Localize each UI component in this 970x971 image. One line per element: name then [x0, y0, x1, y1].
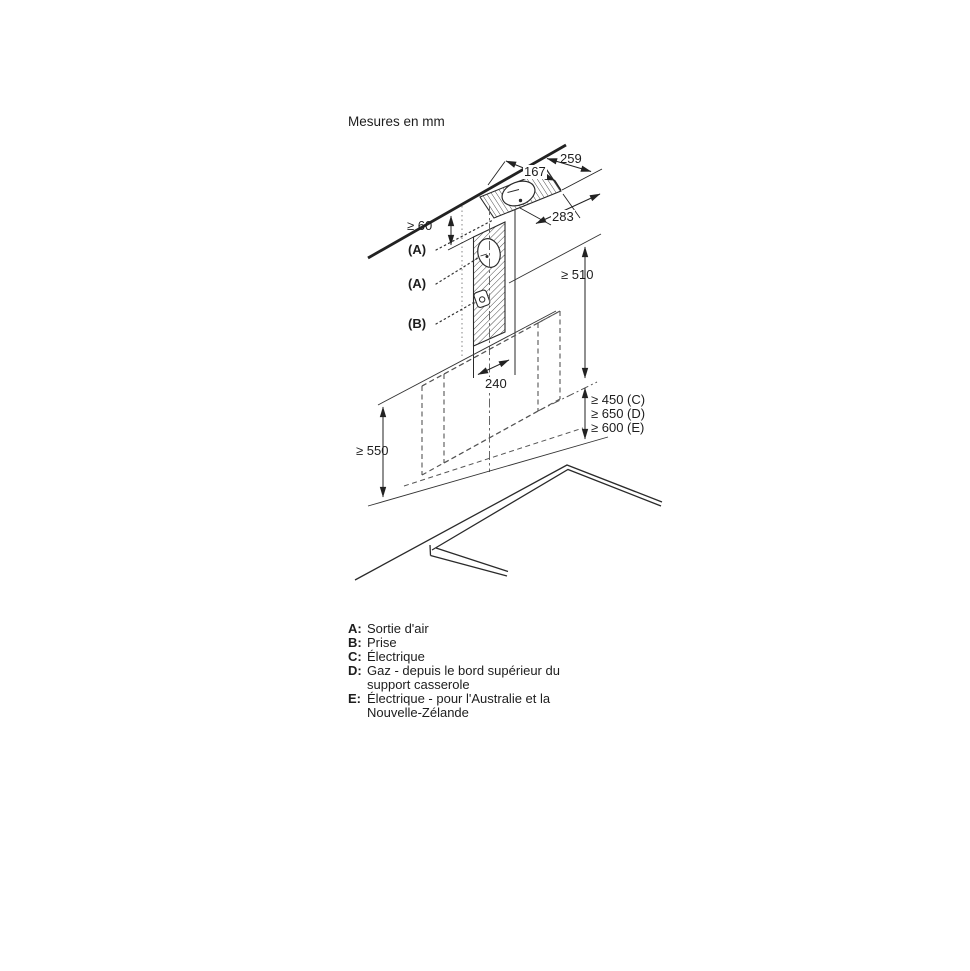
- ceiling-hole-center-dot: [519, 199, 522, 202]
- worktop-back-edge-hidden: [404, 428, 583, 486]
- callout-a-top: (A): [408, 242, 427, 257]
- hood-bottom-edge-extension: [538, 382, 597, 411]
- legend-text-e: Électrique - pour l'Australie et la: [367, 691, 551, 706]
- legend-key-d: D:: [348, 663, 362, 678]
- legend-text-a: Sortie d'air: [367, 621, 429, 636]
- dim-283-extension-left: [520, 208, 551, 225]
- callout-a-wall: (A): [408, 276, 427, 291]
- dim-label-510: ≥ 510: [561, 267, 594, 282]
- legend-key-c: C:: [348, 649, 362, 664]
- legend-item-e: [348, 692, 550, 706]
- dim-label-60: ≥ 60: [407, 218, 433, 233]
- diagram-title: Mesures en mm: [348, 114, 445, 129]
- legend-key-e: E:: [348, 691, 361, 706]
- legend-text-b: Prise: [367, 635, 397, 650]
- dim-label-450-c: ≥ 450 (C): [591, 392, 646, 407]
- legend-item-b: [348, 636, 397, 650]
- dim-label-167: 167: [524, 164, 546, 179]
- ceiling-duct-plate: [480, 170, 561, 218]
- dim-label-650-d: ≥ 650 (D): [591, 406, 646, 421]
- hood-top-reference-line: [378, 311, 556, 405]
- worktop-hob-edge: [355, 465, 662, 580]
- legend-text-c: Électrique: [367, 649, 425, 664]
- legend-text-d-line2: support casserole: [367, 677, 470, 692]
- leader-socket: [436, 302, 476, 325]
- dim-label-550: ≥ 550: [356, 443, 389, 458]
- legend-item-a: [348, 622, 429, 636]
- legend-key-b: B:: [348, 635, 362, 650]
- dim-label-283: 283: [552, 209, 574, 224]
- legend-key-a: A:: [348, 621, 362, 636]
- dim-label-600-e: ≥ 600 (E): [591, 420, 645, 435]
- legend-item-d: [348, 664, 560, 678]
- dim-259-extension: [562, 169, 602, 190]
- legend-item-c: [348, 650, 425, 664]
- dim-label-240: 240: [485, 376, 507, 391]
- legend-text-d: Gaz - depuis le bord supérieur du: [367, 663, 560, 678]
- leader-air-outlet-wall: [436, 258, 478, 284]
- callout-b-socket: (B): [408, 316, 427, 331]
- dim-strip-240: [478, 360, 509, 375]
- wall-hole-center-dot: [486, 255, 489, 258]
- legend-text-e-line2: Nouvelle-Zélande: [367, 705, 469, 720]
- dim-60-extension: [448, 237, 474, 250]
- dim-label-259: 259: [560, 151, 582, 166]
